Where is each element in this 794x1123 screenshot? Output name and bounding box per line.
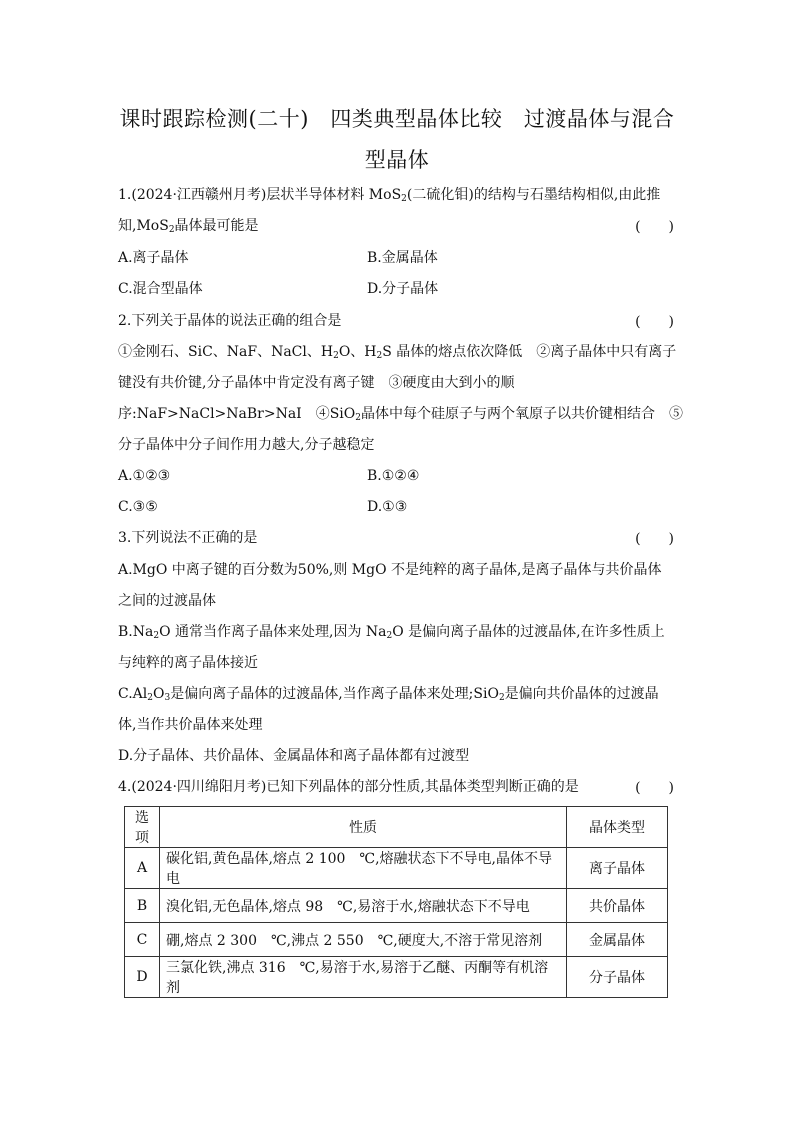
q1-option-a[interactable]: A.离子晶体 <box>118 250 189 266</box>
q4-answer-blank[interactable]: ( ) <box>635 780 674 796</box>
q3-option-a-continued: 之间的过渡晶体 <box>118 593 216 609</box>
q2-statement-line1: ①金刚石、SiC、NaF、NaCl、$H_2O$、$H_2S$ 晶体的熔点依次降低 ②离子晶体中只有离子 <box>118 344 677 361</box>
row-option-label: C <box>125 923 160 957</box>
q1-answer-blank[interactable]: ( ) <box>635 219 674 235</box>
q3-answer-blank[interactable]: ( ) <box>635 531 674 547</box>
row-crystal-type: 分子晶体 <box>567 957 668 998</box>
q2-statement-line4: 分子晶体中分子间作用力越大,分子越稳定 <box>118 437 375 453</box>
q1-option-c[interactable]: C.混合型晶体 <box>118 281 203 297</box>
row-property: 硼,熔点 2 300 ℃,沸点 2 550 ℃,硬度大,不溶于常见溶剂 <box>160 923 567 957</box>
q4-property-table <box>124 806 668 998</box>
row-property: 溴化铝,无色晶体,熔点 98 ℃,易溶于水,熔融状态下不导电 <box>160 889 567 923</box>
row-option-label: B <box>125 889 160 923</box>
q3-option-b[interactable]: $B.Na_2O$ 通常当作离子晶体来处理,因为 $Na_2O$ 是偏向离子晶体的过渡晶体,在许多性质上 <box>118 624 665 641</box>
column-header-property: 性质 <box>160 807 567 848</box>
table-row[interactable] <box>125 957 668 998</box>
q2-option-c[interactable]: C.③⑤ <box>118 499 158 515</box>
q3-option-d[interactable]: D.分子晶体、共价晶体、金属晶体和离子晶体都有过渡型 <box>118 748 470 764</box>
row-property: 三氯化铁,沸点 316 ℃,易溶于水,易溶于乙醚、丙酮等有机溶剂 <box>160 957 567 998</box>
column-header-option: 选项 <box>125 807 160 848</box>
q2-statement-line2: 键没有共价键,分子晶体中肯定没有离子键 ③硬度由大到小的顺 <box>118 375 515 391</box>
q2-option-a[interactable]: A.①②③ <box>118 468 171 484</box>
q1-stem: 1.(2024·江西赣州月考)层状半导体材料 MoS$_2$(二硫化钼)的结构与石墨结构相似,由此推 <box>118 187 661 204</box>
page-title: 课时跟踪检测(二十) 四类典型晶体比较 过渡晶体与混合 <box>119 107 675 131</box>
q1-option-b[interactable]: B.金属晶体 <box>367 250 438 266</box>
q2-option-d[interactable]: D.①③ <box>367 499 408 515</box>
q2-option-b[interactable]: B.①②④ <box>367 468 420 484</box>
q3-option-b-continued: 与纯粹的离子晶体接近 <box>118 655 258 671</box>
row-option-label: D <box>125 957 160 998</box>
row-crystal-type: 共价晶体 <box>567 889 668 923</box>
row-option-label: A <box>125 848 160 889</box>
table-header-row <box>125 807 668 848</box>
q2-answer-blank[interactable]: ( ) <box>635 314 674 330</box>
page-title-continued: 型晶体 <box>364 148 430 172</box>
q2-statement-line3: 序:NaF>NaCl>NaBr>NaI ④SiO$_2$晶体中每个硅原子与两个氧原子以共价键相结合 ⑤ <box>118 406 683 423</box>
table-row[interactable] <box>125 923 668 957</box>
q2-stem: 2.下列关于晶体的说法正确的组合是 <box>118 313 342 329</box>
q1-option-d[interactable]: D.分子晶体 <box>367 281 439 297</box>
q3-option-a[interactable]: A.MgO 中离子键的百分数为50%,则 MgO 不是纯粹的离子晶体,是离子晶体与共价晶体 <box>118 562 662 578</box>
row-crystal-type: 离子晶体 <box>567 848 668 889</box>
q4-stem: 4.(2024·四川绵阳月考)已知下列晶体的部分性质,其晶体类型判断正确的是 <box>118 779 579 795</box>
table-row[interactable] <box>125 848 668 889</box>
q3-option-c[interactable]: $C.Al_2O_3$是偏向离子晶体的过渡晶体,当作离子晶体来处理;SiO$_2$是偏向共价晶体的过渡晶 <box>118 686 659 703</box>
table-row[interactable] <box>125 889 668 923</box>
q1-stem-line2: 知,MoS$_2$晶体最可能是 <box>118 218 259 235</box>
q3-stem: 3.下列说法不正确的是 <box>118 530 258 546</box>
row-crystal-type: 金属晶体 <box>567 923 668 957</box>
q3-option-c-continued: 体,当作共价晶体来处理 <box>118 717 263 733</box>
row-property: 碳化铝,黄色晶体,熔点 2 100 ℃,熔融状态下不导电,晶体不导电 <box>160 848 567 889</box>
column-header-crystal-type: 晶体类型 <box>567 807 668 848</box>
